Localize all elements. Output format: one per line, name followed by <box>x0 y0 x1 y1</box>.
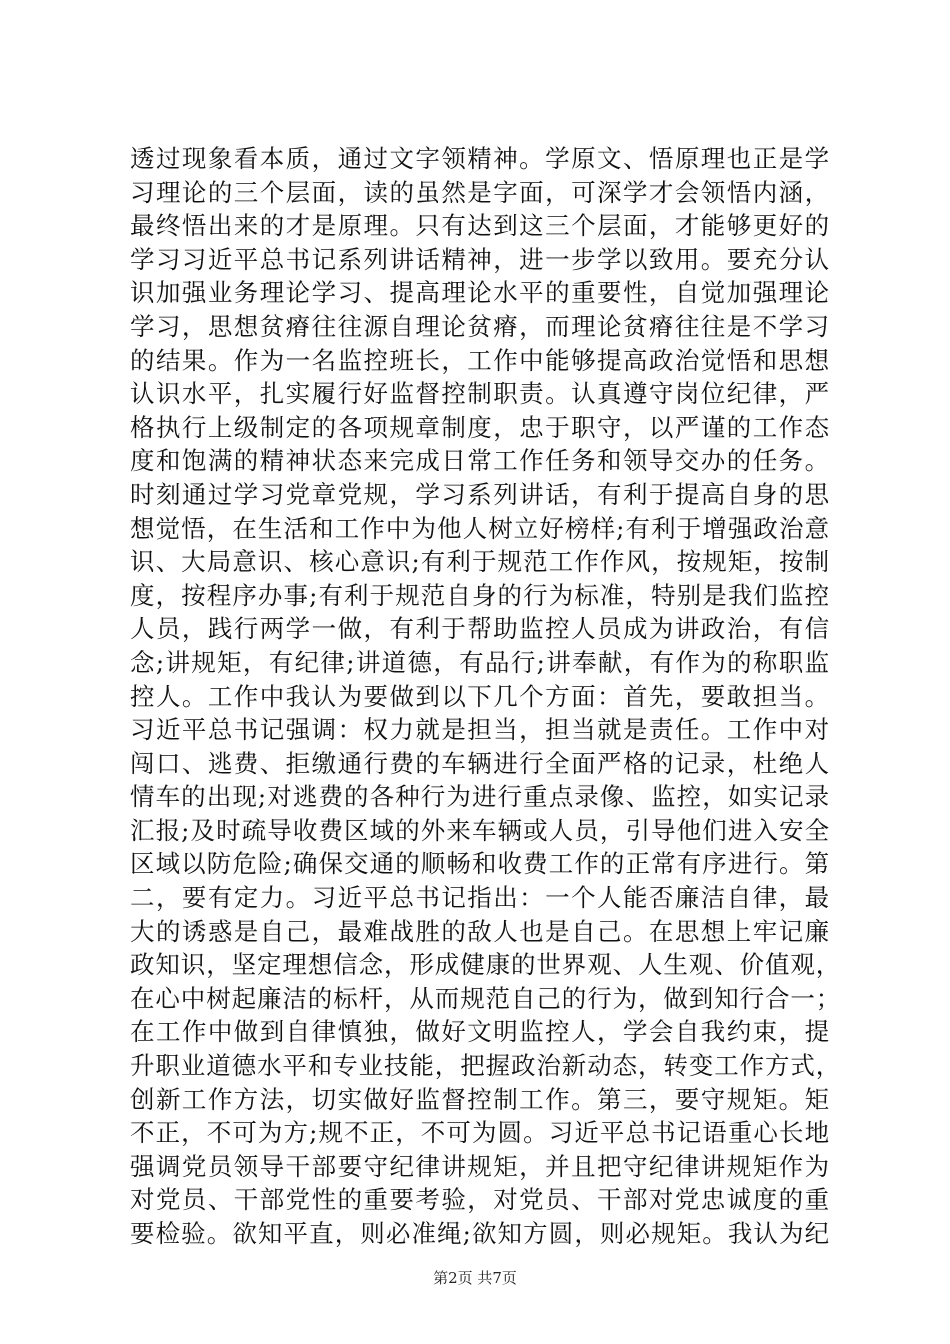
body-text-line: 度，按程序办事;有利于规范自身的行为标准，特别是我们监控 <box>130 580 830 610</box>
body-text-line: 政知识，坚定理想信念，形成健康的世界观、人生观、价值观， <box>130 950 842 980</box>
body-text-line: 的结果。作为一名监控班长，工作中能够提高政治觉悟和思想 <box>130 345 830 375</box>
body-text-line: 不正，不可为方;规不正，不可为圆。习近平总书记语重心长地 <box>130 1118 830 1148</box>
body-text-line: 学习，思想贫瘠往往源自理论贫瘠，而理论贫瘠往往是不学习 <box>130 311 830 341</box>
page-footer: 第2页 共7页 <box>433 1269 517 1287</box>
body-text-line: 格执行上级制定的各项规章制度，忠于职守，以严谨的工作态 <box>130 412 830 442</box>
body-text-line: 升职业道德水平和专业技能，把握政治新动态，转变工作方式， <box>130 1051 842 1081</box>
body-text <box>130 142 842 1251</box>
body-text-line: 在心中树起廉洁的标杆，从而规范自己的行为，做到知行合一； <box>130 983 842 1013</box>
body-text-line: 时刻通过学习党章党规，学习系列讲话，有利于提高自身的思 <box>130 479 830 509</box>
body-text-line: 二，要有定力。习近平总书记指出：一个人能否廉洁自律，最 <box>130 883 830 913</box>
body-text-line: 人员，践行两学一做，有利于帮助监控人员成为讲政治，有信 <box>130 614 830 644</box>
body-text-line: 念;讲规矩，有纪律;讲道德，有品行;讲奉献，有作为的称职监 <box>130 647 830 677</box>
body-text-line: 大的诱惑是自己，最难战胜的敌人也是自己。在思想上牢记廉 <box>130 916 830 946</box>
body-text-line: 在工作中做到自律慎独，做好文明监控人，学会自我约束，提 <box>130 1017 830 1047</box>
body-text-line: 对党员、干部党性的重要考验，对党员、干部对党忠诚度的重 <box>130 1185 830 1215</box>
body-text-line: 习近平总书记强调：权力就是担当，担当就是责任。工作中对 <box>130 715 830 745</box>
body-text-line: 最终悟出来的才是原理。只有达到这三个层面，才能够更好的 <box>130 211 830 241</box>
body-text-line: 汇报;及时疏导收费区域的外来车辆或人员，引导他们进入安全 <box>130 815 830 845</box>
body-text-line: 控人。工作中我认为要做到以下几个方面：首先，要敢担当。 <box>130 681 830 711</box>
body-text-line: 识、大局意识、核心意识;有利于规范工作作风，按规矩，按制 <box>130 547 830 577</box>
body-text-line: 要检验。欲知平直，则必准绳;欲知方圆，则必规矩。我认为纪 <box>130 1219 830 1248</box>
body-text-line: 想觉悟，在生活和工作中为他人树立好榜样;有利于增强政治意 <box>130 513 830 543</box>
body-text-line: 强调党员领导干部要守纪律讲规矩，并且把守纪律讲规矩作为 <box>130 1151 830 1181</box>
body-text-line: 认识水平，扎实履行好监督控制职责。认真遵守岗位纪律，严 <box>130 379 830 409</box>
body-text-line: 闯口、逃费、拒缴通行费的车辆进行全面严格的记录，杜绝人 <box>130 748 830 778</box>
body-text-line: 情车的出现;对逃费的各种行为进行重点录像、监控，如实记录 <box>130 782 830 812</box>
body-text-line: 识加强业务理论学习、提高理论水平的重要性，自觉加强理论 <box>130 278 830 308</box>
body-text-line: 透过现象看本质，通过文字领精神。学原文、悟原理也正是学 <box>130 144 830 173</box>
body-text-line: 区域以防危险;确保交通的顺畅和收费工作的正常有序进行。第 <box>130 849 830 879</box>
body-text-line: 学习习近平总书记系列讲话精神，进一步学以致用。要充分认 <box>130 244 830 274</box>
body-text-line: 创新工作方法，切实做好监督控制工作。第三，要守规矩。矩 <box>130 1084 830 1114</box>
body-text-line: 习理论的三个层面，读的虽然是字面，可深学才会领悟内涵， <box>130 177 830 207</box>
body-text-line: 度和饱满的精神状态来完成日常工作任务和领导交办的任务。 <box>130 446 830 476</box>
